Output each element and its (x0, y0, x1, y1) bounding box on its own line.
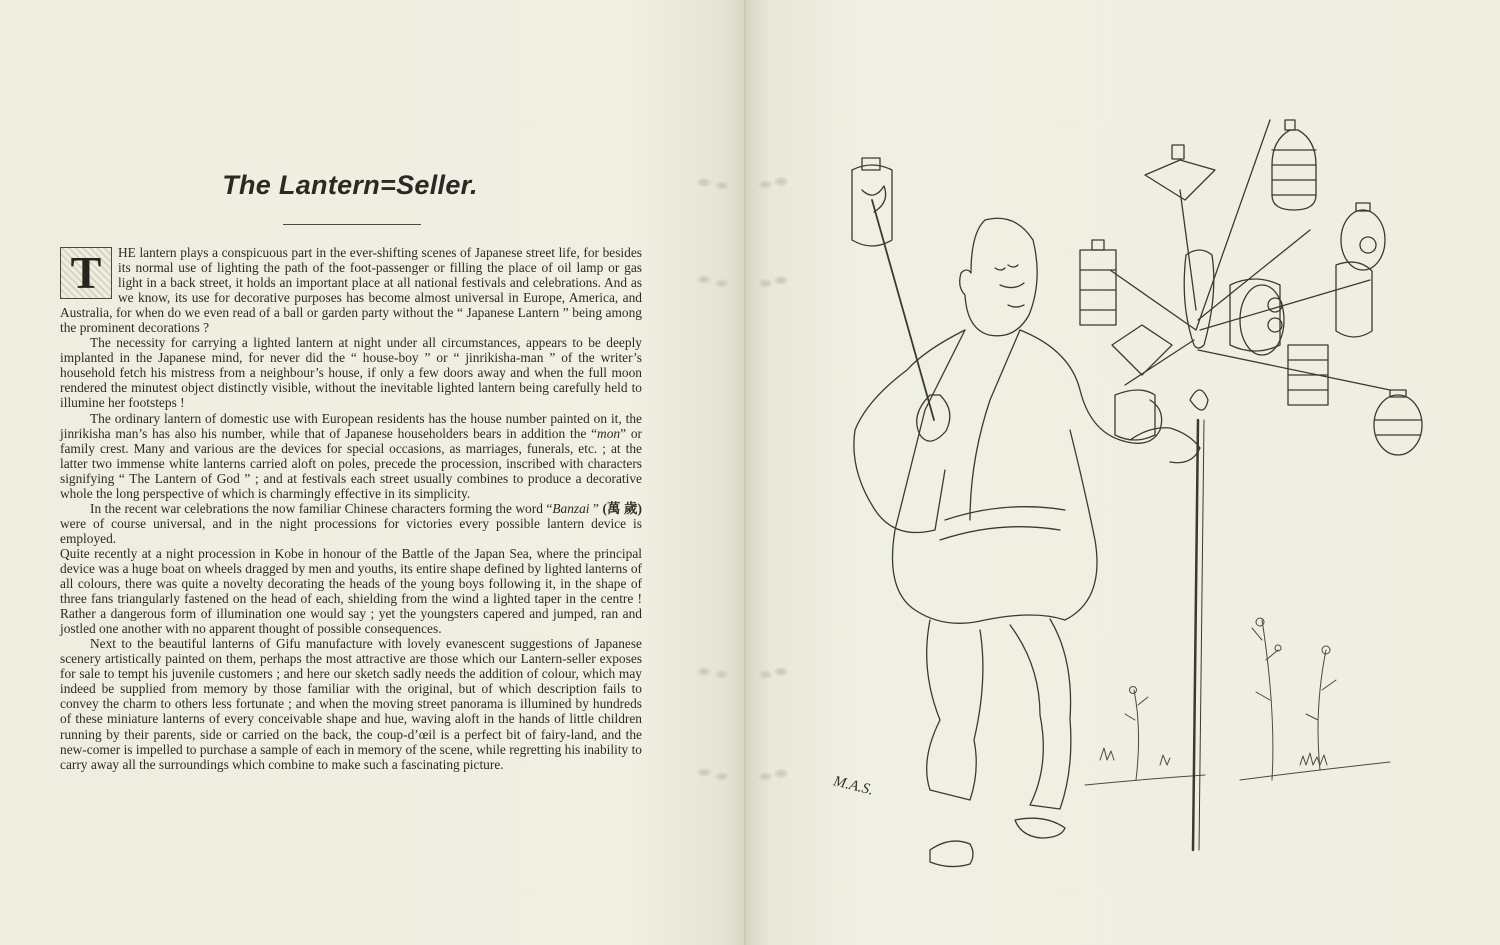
title-divider (283, 224, 421, 225)
binding-hole (697, 667, 711, 676)
article-body (60, 245, 642, 772)
binding-hole (715, 279, 729, 288)
weed-plants (1125, 618, 1336, 780)
binding-hole (697, 178, 711, 187)
lantern (1115, 390, 1155, 440)
article-title: The Lantern=Seller. (222, 170, 478, 200)
drop-cap: T (60, 247, 112, 299)
binding-hole (715, 670, 729, 679)
paragraph-3-text-a: The ordinary lantern of domestic use with European residents has the house number painted on it, the jinrikisha man’s has also his number, while that of Japanese householders bears in addition the “ (60, 410, 642, 441)
paragraph-3 (60, 411, 642, 501)
lantern (1341, 203, 1385, 270)
paragraph-1-text: HE lantern plays a conspicuous part in the ever-shifting scenes of Japanese street life, for besides its normal use of lighting the path of the foot-passenger or filling the place of oil lamp or gas light in a back street, it holds an important place at all national festivals and celebrations. And as we know, its use for decorative purposes has become almost universal in Europe, America, and Australia, for when do we even read of a ball or garden party without the “ Japanese Lantern ” being among the prominent decorations ? (60, 245, 642, 336)
lantern-seller-illustration (746, 0, 1500, 945)
paragraph-4: In the recent war celebrations the now familiar Chinese characters forming the word “Banzai ” (萬 歲) were of course universal, and in the night processions for victories every possible lantern device is employed. (60, 500, 642, 546)
paragraph-5: Quite recently at a night procession in Kobe in honour of the Battle of the Japan Sea, where the principal device was a huge boat on wheels dragged by men and youths, its entire shape defined by lighted lanterns of all colours, there was quite a novelty decorating the heads of the young boys following it, in the shape of three fans triangularly fastened on the head of each, shielding from the wind a lighted taper in the centre ! Rather a dangerous form of illumination one would say ; yet the youngsters capered and jumped, ran and jostled one another with no apparent thought of possible consequences. (60, 545, 642, 637)
lantern (1288, 345, 1328, 405)
lantern (1240, 285, 1284, 355)
lantern (1336, 262, 1372, 337)
binding-hole (697, 768, 711, 777)
lantern (1080, 240, 1116, 325)
lantern (1112, 325, 1172, 375)
left-page (0, 0, 746, 945)
paragraph-1 (60, 245, 642, 335)
artist-signature: M.A.S. (831, 773, 875, 799)
lantern (1374, 390, 1422, 455)
paragraph-4-text-b: were of course universal, and in the night processions for victories every possible lantern device is employed. (60, 515, 642, 546)
ground-grass (1085, 748, 1390, 785)
banzai-kanji: (萬 歲) (602, 500, 642, 516)
lantern (1272, 120, 1316, 210)
banzai-term: Banzai (552, 500, 590, 516)
paragraph-4-text-a: In the recent war celebrations the now familiar Chinese characters forming the word “ (90, 500, 553, 516)
lantern-pole (1110, 120, 1390, 850)
binding-hole (715, 772, 729, 781)
binding-hole (697, 275, 711, 284)
mon-term: mon (597, 425, 621, 441)
paragraph-3-text-b: ” or family crest. Many and various are the devices for special occasions, as marriages, funerals, etc. ; at the latter two immense white lanterns carried aloft on poles, precede the procession, inscribed with characters signifying “ The Lantern of God ” ; and at festivals each street usually combines to produce a decorative whole the long perspective of which is charmingly effective in its simplicity. (60, 425, 642, 501)
paragraph-6: Next to the beautiful lanterns of Gifu manufacture with lovely evanescent suggestions of Japanese scenery artistically painted on them, perhaps the most attractive are those which our Lantern-seller exposes for sale to tempt his juvenile customers ; and here our sketch sadly needs the addition of colour, which may indeed be supplied from memory by those familiar with the original, but of which description fails to convey the charm to others less fortunate ; and when the moving street panorama is illumined by hundreds of these miniature lanterns of every conceivable shape and hue, waving aloft in the hands of little children running by their parents, side or carried on the back, the coup-d’œil is a perfect bit of fairy-land, and the new-comer is impelled to purchase a sample of each in memory of the scene, while regretting his inability to carry away all the surroundings which combine to make such a fascinating picture. (60, 636, 642, 772)
hanging-lanterns (1080, 120, 1422, 455)
binding-hole (715, 181, 729, 190)
paragraph-2: The necessity for carrying a lighted lantern at night under all circumstances, appears to be deeply implanted in the Japanese mind, for never did the “ house-boy ” or “ jinrikisha-man ” of the writer’s household fetch his mistress from a neighbour’s house, if only a few doors away and when the full moon rendered the minutest object distinctly visible, without the inevitable lighted lantern being carefully held to illumine her footsteps ! (60, 335, 642, 411)
lantern-seller-figure (854, 218, 1200, 866)
